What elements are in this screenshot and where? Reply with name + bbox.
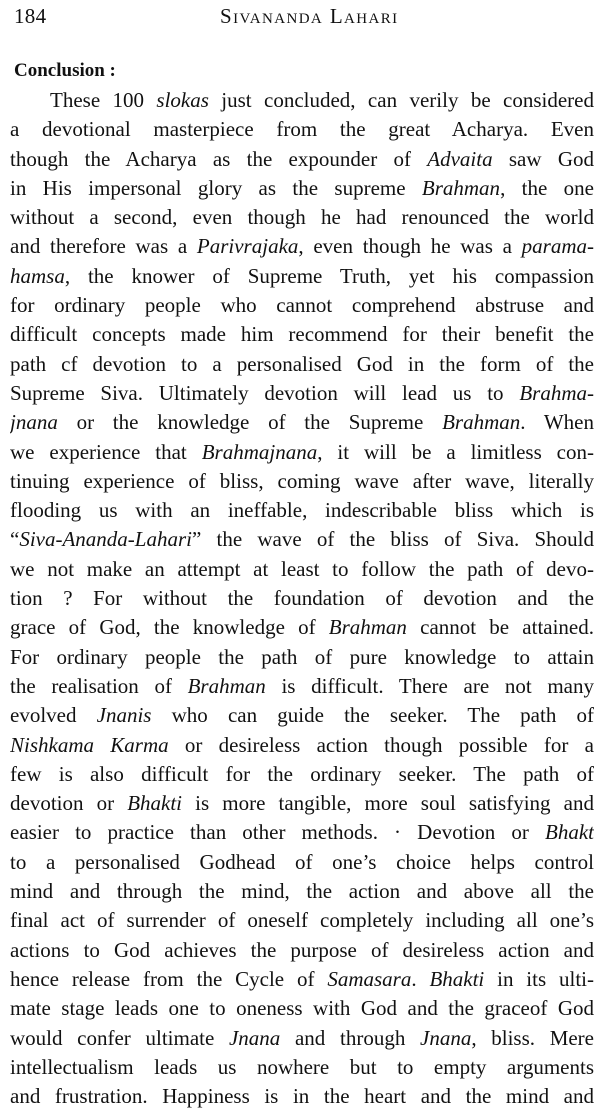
text-line (10, 877, 594, 906)
text-line (10, 408, 594, 437)
text-segment: just concluded, can verily be considered (208, 88, 594, 112)
italic-term: Advaita (427, 146, 493, 171)
text-segment: path cf devotion to a personalised God in the form of the (10, 351, 594, 376)
text-line (10, 379, 594, 408)
text-segment: “ (10, 527, 20, 552)
italic-term: Parivrajaka (196, 234, 299, 259)
italic-term: Samasara (327, 966, 412, 991)
text-segment: , the one (500, 175, 594, 200)
italic-term: Siva-Ananda-Lahari (19, 527, 192, 552)
text-segment: the realisation of (10, 673, 188, 698)
text-segment: difficult concepts made him recommend for their benefit the (10, 322, 594, 347)
text-segment: we experience that (10, 439, 202, 464)
text-segment: final act of surrender of oneself completely including all one’s (10, 908, 594, 933)
text-line (10, 555, 594, 584)
italic-term: Brahman (421, 175, 501, 200)
text-line (10, 145, 594, 174)
italic-term: Brahma- (519, 380, 594, 405)
page-number: 184 (14, 4, 47, 28)
text-line (10, 672, 594, 701)
text-segment: flooding us with an ineffable, indescribable bliss which is (10, 498, 594, 523)
text-segment: is difficult. There are not many (265, 673, 594, 698)
text-segment: mind and through the mind, the action and above all the (10, 879, 594, 904)
text-segment: in His impersonal glory as the supreme (10, 175, 422, 200)
text-line (10, 1053, 594, 1082)
text-segment: few is also difficult for the ordinary seeker. The path of (10, 761, 594, 786)
text-segment: who can guide the seeker. The path of (151, 703, 594, 728)
italic-term: Brahman (328, 615, 407, 640)
text-segment: intellectualism leads us nowhere but to empty arguments (10, 1054, 594, 1079)
text-segment: devotion or (10, 791, 128, 816)
text-segment: saw God (492, 146, 594, 171)
text-line (10, 320, 594, 349)
book-title: Sivananda Lahari (220, 4, 399, 28)
italic-term: Jnanis (96, 703, 152, 728)
text-line (10, 731, 594, 760)
text-segment: , the knower of Supreme Truth, yet his compassion (64, 263, 594, 288)
italic-term: Bhakti (127, 791, 183, 816)
text-segment: without a second, even though he had renounced the world (10, 205, 594, 230)
text-segment: grace of God, the knowledge of (10, 615, 329, 640)
italic-term: Jnana (420, 1025, 472, 1050)
text-segment: , even though he was a (298, 234, 522, 259)
running-head (10, 0, 594, 40)
text-segment: and frustration. Happiness is in the heart and the mind and (10, 1084, 594, 1109)
text-segment: or desireless action though possible for a (168, 732, 594, 757)
text-line (10, 467, 594, 496)
text-line (10, 643, 594, 672)
italic-term: Brahman (442, 410, 521, 435)
text-segment: . (411, 966, 430, 991)
text-line (10, 760, 594, 789)
text-segment: mate stage leads one to oneness with God and the graceof God (10, 996, 594, 1021)
text-line (10, 350, 594, 379)
italic-term: Brahmajnana (201, 439, 318, 464)
text-line (10, 613, 594, 642)
text-segment: though the Acharya as the expounder of (10, 146, 428, 171)
italic-term: parama- (521, 234, 594, 259)
text-segment: tinuing experience of bliss, coming wave after wave, literally (10, 468, 594, 493)
text-segment: , it will be a limitless con- (317, 439, 594, 464)
section-heading: Conclusion : (14, 60, 116, 81)
text-line (10, 262, 594, 291)
text-segment: and therefore was a (10, 234, 197, 259)
text-segment: is more tangible, more soul satisfying and (182, 791, 594, 816)
text-segment: . When (520, 410, 594, 435)
text-line (10, 115, 594, 144)
text-segment: cannot be attained. (406, 615, 594, 640)
text-segment: we not make an attempt at least to follow the path of devo- (10, 556, 594, 581)
text-segment: hence release from the Cycle of (10, 966, 328, 991)
text-line (10, 906, 594, 935)
text-segment: easier to practice than other methods. · Devotion or (10, 820, 546, 845)
text-segment: , bliss. Mere (471, 1025, 594, 1050)
text-segment: These 100 (50, 88, 157, 112)
text-segment: evolved (10, 703, 97, 728)
text-segment: actions to God achieves the purpose of desireless action and (10, 937, 594, 962)
text-line (10, 438, 594, 467)
text-line (10, 848, 594, 877)
body-paragraph (10, 86, 594, 1111)
text-segment: in its ulti- (484, 966, 594, 991)
text-line (10, 584, 594, 613)
text-segment: or the knowledge of the Supreme (57, 410, 443, 435)
text-segment: for ordinary people who cannot comprehend abstruse and (10, 293, 594, 318)
text-segment: For ordinary people the path of pure knowledge to attain (10, 644, 594, 669)
text-segment: would confer ultimate (10, 1025, 229, 1050)
text-line (10, 818, 594, 847)
text-segment: to a personalised Godhead of one’s choice helps control (10, 849, 594, 874)
italic-term: slokas (156, 88, 209, 112)
text-line (10, 789, 594, 818)
text-line (10, 232, 594, 261)
italic-term: Bhakt (545, 820, 594, 845)
text-line (10, 86, 594, 115)
text-segment: a devotional masterpiece from the great Acharya. Even (10, 117, 594, 142)
text-line (10, 994, 594, 1023)
italic-term: Brahman (187, 673, 266, 698)
text-segment: ” the wave of the bliss of Siva. Should (191, 527, 594, 552)
text-segment: Supreme Siva. Ultimately devotion will lead us to (10, 380, 520, 405)
text-line (10, 1082, 594, 1111)
text-segment: tion ? For without the foundation of devotion and the (10, 586, 594, 611)
text-line (10, 965, 594, 994)
text-line (10, 701, 594, 730)
text-line (10, 525, 594, 554)
italic-term: Nishkama Karma (10, 732, 169, 757)
text-line (10, 174, 594, 203)
text-line (10, 203, 594, 232)
text-line (10, 1024, 594, 1053)
italic-term: Jnana (228, 1025, 281, 1050)
text-line (10, 496, 594, 525)
text-line (10, 936, 594, 965)
italic-term: jnana (10, 410, 58, 435)
italic-term: hamsa (10, 263, 65, 288)
text-segment: and through (280, 1025, 420, 1050)
italic-term: Bhakti (429, 966, 485, 991)
text-line (10, 291, 594, 320)
